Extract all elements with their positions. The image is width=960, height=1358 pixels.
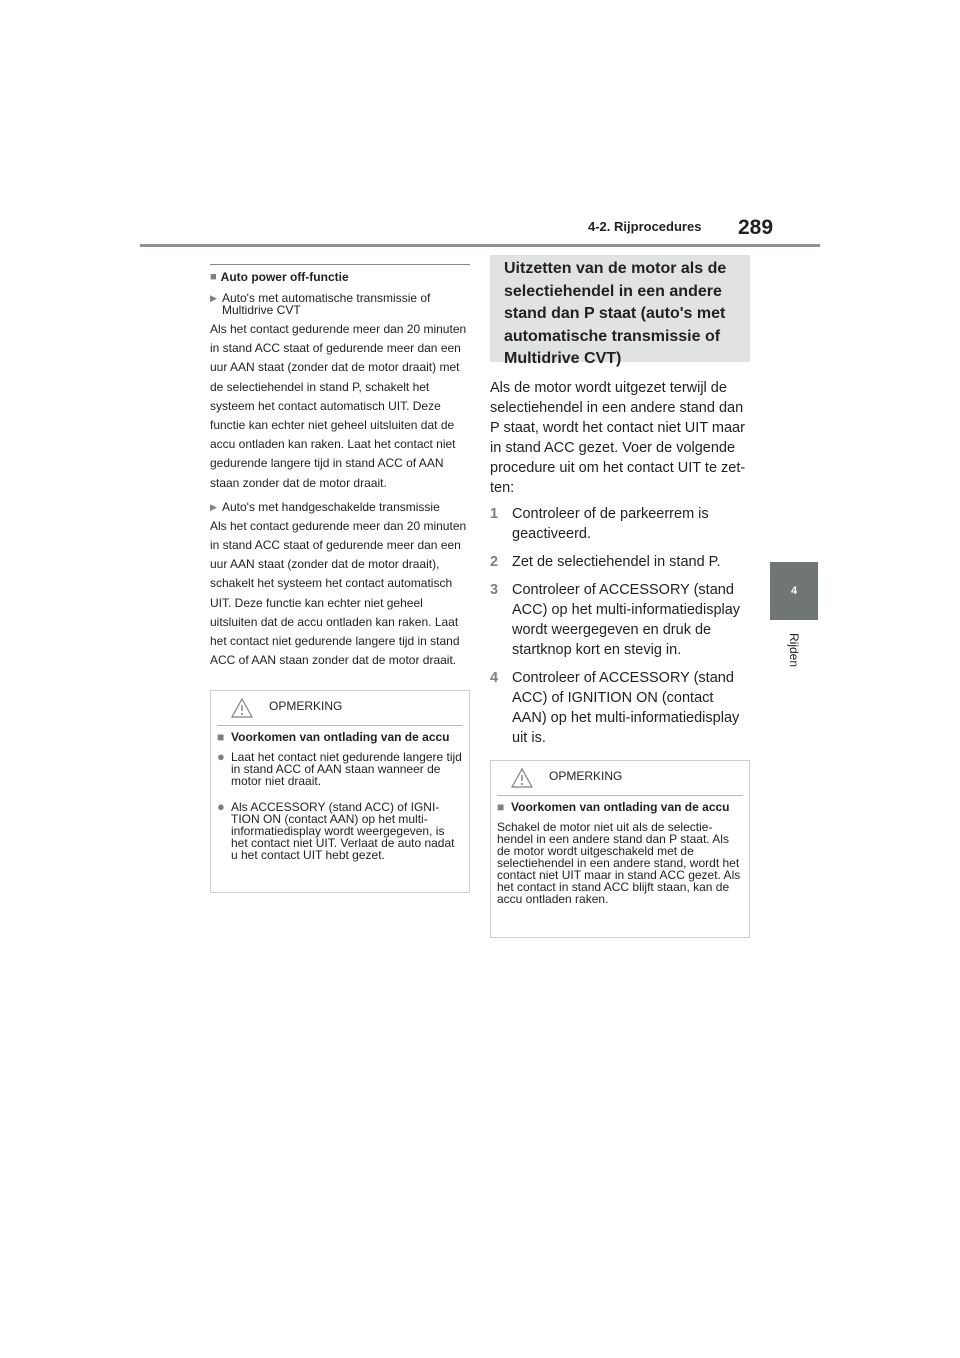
paragraph-automatic: Als het contact gedurende meer dan 20 minuten in stand ACC staat of gedurende meer dan een uur AAN staat (zonder dat de motor draait) met de selectiehendel in stand P, schakelt het systeem het contact automatisch UIT. Deze functie kan echter niet geheel uitsluiten dat de accu ontladen kan raken. Laat het contact niet gedurende langere tijd in stand ACC of AAN staan zonder dat de motor draait. <box>210 322 467 490</box>
notice-header <box>497 761 743 796</box>
subsection-manual-text: Auto's met handgeschakelde transmissie <box>222 499 440 514</box>
section-divider <box>210 264 470 265</box>
step-number: 2 <box>490 554 499 570</box>
procedure-step <box>490 504 750 544</box>
square-bullet-icon: ■ <box>497 800 505 814</box>
notice-body <box>491 796 749 913</box>
step-number: 4 <box>490 670 499 686</box>
step-text: Controleer of ACCESSORY (stand ACC) op het multi-informatiedisplay wordt weergegeven en druk de startknop kort en stevig in. <box>512 582 741 658</box>
step-text: Controleer of ACCESSORY (stand ACC) of IGNITION ON (contact AAN) op het multi-informatiedisplay uit is. <box>512 670 740 746</box>
chapter-tab: 4 <box>770 562 818 620</box>
section-title: 4-2. Rijprocedures <box>588 219 702 234</box>
square-bullet-icon: ■ <box>210 271 217 283</box>
left-column <box>210 264 470 893</box>
notice-title-text: Voorkomen van ontlading van de accu <box>231 730 450 745</box>
round-bullet-icon: ● <box>217 749 225 765</box>
section-heading-text: Auto power off-functie <box>220 270 349 284</box>
step-number: 3 <box>490 582 499 598</box>
warning-triangle-icon <box>511 768 533 788</box>
chapter-label: Rijden <box>787 632 801 668</box>
triangle-bullet-icon: ▶ <box>210 293 217 303</box>
triangle-bullet-icon: ▶ <box>210 501 217 512</box>
right-column <box>490 255 750 938</box>
procedure-step <box>490 580 750 660</box>
notice-text: Schakel de motor niet uit als de selectiehendel in een andere stand dan P staat. Als de motor wordt uitgeschakeld met de selectiehendel in een andere stand, wordt het contact niet UIT maar in stand ACC gezet. Als het contact in stand ACC blijft staan, kan de accu ontladen raken. <box>497 820 741 906</box>
notice-item-text: Laat het contact niet gedurende langere tijd in stand ACC of AAN staan wanneer de motor niet draait. <box>231 750 462 789</box>
step-number: 1 <box>490 506 499 522</box>
paragraph-manual: Als het contact gedurende meer dan 20 minuten in stand ACC staat of gedurende meer dan een uur AAN staat (zonder dat de motor draait), schakelt het systeem het contact automatisch UIT. Deze functie kan echter niet geheel uitsluiten dat de accu ontladen kan raken. Laat het contact niet gedurende langere tijd in stand ACC of AAN staan zonder dat de motor draait. <box>210 518 467 668</box>
notice-title <box>217 731 463 743</box>
notice-label: OPMERKING <box>269 699 343 714</box>
procedure-intro: Als de motor wordt uitgezet terwijl de selectiehendel in een andere stand dan P staat, wordt het contact niet UIT maar in stand ACC gezet. Voer de volgende procedure uit om het contact UIT te zetten: <box>490 380 746 496</box>
page-number: 289 <box>738 216 774 239</box>
section-heading <box>210 270 470 284</box>
subsection-manual <box>210 501 470 513</box>
notice-box-left <box>210 690 470 893</box>
step-text: Controleer of de parkeerrem is geactiveerd. <box>512 506 709 542</box>
notice-body <box>211 726 469 869</box>
square-bullet-icon: ■ <box>217 730 225 745</box>
notice-item-text: Als ACCESSORY (stand ACC) of IGNITION ON (contact AAN) op het multi-informatiedisplay wordt weergegeven, is het contact niet UIT. Verlaat de auto nadat u het contact UIT hebt gezet. <box>231 800 455 863</box>
warning-triangle-icon <box>231 698 253 718</box>
step-text: Zet de selectiehendel in stand P. <box>512 554 721 570</box>
subsection-automatic-text: Auto's met automatische transmissie of Multidrive CVT <box>222 291 431 317</box>
notice-label: OPMERKING <box>549 769 623 783</box>
procedure-step <box>490 668 750 748</box>
procedure-step <box>490 552 750 572</box>
notice-item <box>217 801 463 861</box>
notice-title <box>497 801 743 813</box>
procedure-heading: Uitzetten van de motor als de selectiehendel in een andere stand dan P staat (auto's met automatische transmissie of Multidrive CVT) <box>490 255 750 362</box>
notice-header <box>217 691 463 726</box>
notice-box-right <box>490 760 750 938</box>
notice-title-text: Voorkomen van ontlading van de accu <box>511 800 730 814</box>
header-divider <box>140 244 820 247</box>
notice-item <box>217 751 463 787</box>
subsection-automatic <box>210 292 470 316</box>
round-bullet-icon: ● <box>217 799 225 815</box>
